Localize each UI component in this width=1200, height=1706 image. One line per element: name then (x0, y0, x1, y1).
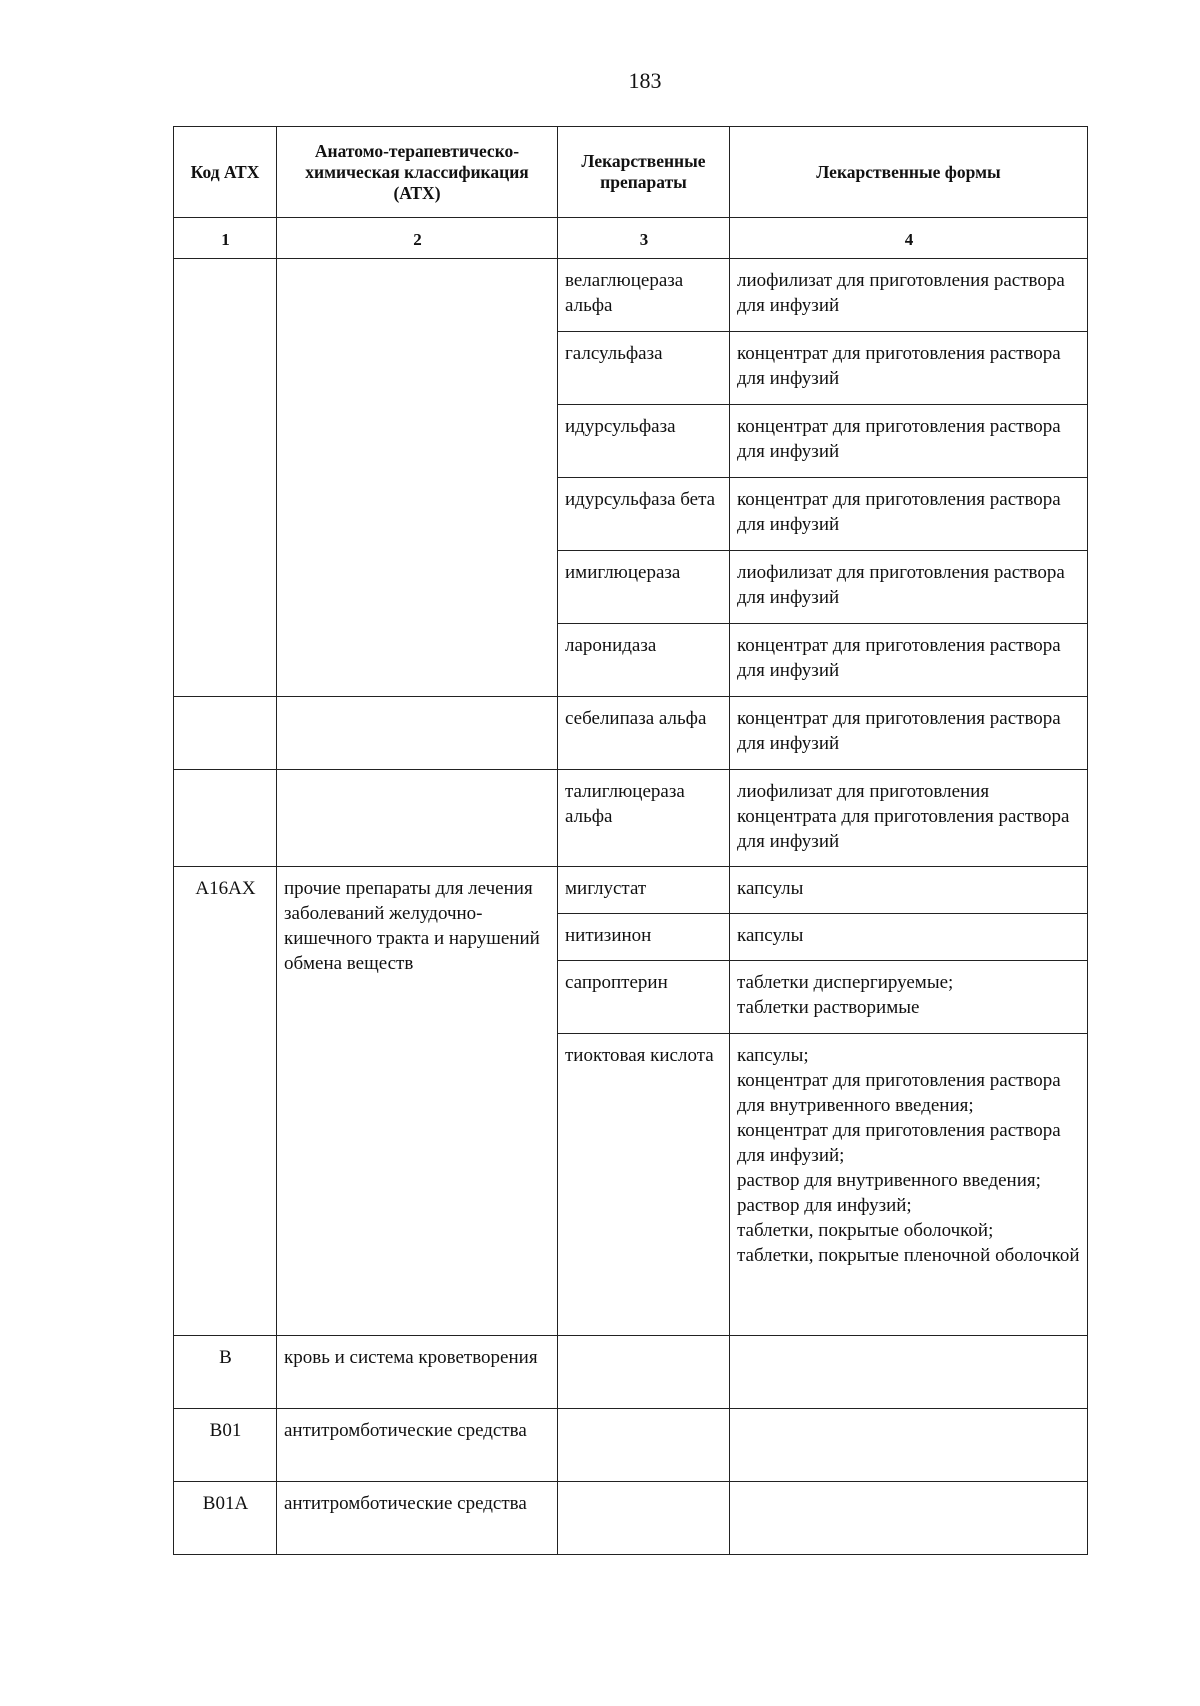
form-line: капсулы; (737, 1045, 809, 1066)
header-code: Код АТХ (174, 127, 277, 218)
code-cell-empty (174, 770, 277, 867)
forms-cell: лиофилизат для приготовления раствора для инфузий (730, 551, 1088, 624)
drug-cell: себелипаза альфа (558, 697, 730, 770)
header-drugs: Лекарственные препараты (558, 127, 730, 218)
table-row (174, 1409, 1088, 1482)
drug-cell: талиглюцераза альфа (558, 770, 730, 867)
forms-cell-empty (730, 1409, 1088, 1482)
atx-classification: антитромботические средства (277, 1482, 558, 1555)
drug-cell: имиглюцераза (558, 551, 730, 624)
code-cell-empty (174, 259, 277, 697)
atx-code: B (174, 1336, 277, 1409)
classification-cell-empty (277, 259, 558, 697)
drug-cell-empty (558, 1482, 730, 1555)
drug-cell: ларонидаза (558, 624, 730, 697)
classification-cell-empty (277, 770, 558, 867)
form-line: раствор для инфузий; (737, 1195, 912, 1216)
column-number: 2 (277, 218, 558, 259)
form-line: раствор для внутривенного введения; (737, 1170, 1041, 1191)
table-row (174, 770, 1088, 867)
atx-table (173, 126, 1088, 1555)
forms-cell: лиофилизат для приготовления раствора для инфузий (730, 259, 1088, 332)
atx-classification: прочие препараты для лечения заболеваний желудочно-кишечного тракта и нарушений обмена веществ (277, 867, 558, 1336)
forms-cell: концентрат для приготовления раствора для инфузий (730, 478, 1088, 551)
forms-cell: концентрат для приготовления раствора для инфузий (730, 697, 1088, 770)
column-number-row (174, 218, 1088, 259)
forms-cell: концентрат для приготовления раствора для инфузий (730, 405, 1088, 478)
code-cell-empty (174, 697, 277, 770)
table-row (174, 1482, 1088, 1555)
drug-cell-empty (558, 1409, 730, 1482)
atx-code: A16AX (174, 867, 277, 1336)
form-line: таблетки диспергируемые; (737, 972, 954, 993)
column-number: 3 (558, 218, 730, 259)
forms-cell-empty (730, 1336, 1088, 1409)
form-line: таблетки растворимые (737, 997, 920, 1018)
page-number: 183 (628, 68, 662, 93)
drug-cell: идурсульфаза (558, 405, 730, 478)
forms-cell-empty (730, 1482, 1088, 1555)
form-line: концентрат для приготовления раствора для инфузий; (737, 1120, 1061, 1166)
drug-cell: велаглюцераза альфа (558, 259, 730, 332)
drug-cell: нитизинон (558, 914, 730, 961)
forms-cell: концентрат для приготовления раствора для инфузий (730, 624, 1088, 697)
column-number: 4 (730, 218, 1088, 259)
drug-cell-empty (558, 1336, 730, 1409)
table-row (174, 867, 1088, 914)
drug-cell: миглустат (558, 867, 730, 914)
drug-cell: идурсульфаза бета (558, 478, 730, 551)
atx-code: B01 (174, 1409, 277, 1482)
form-line: таблетки, покрытые оболочкой; (737, 1220, 994, 1241)
atx-classification: антитромботические средства (277, 1409, 558, 1482)
forms-cell: лиофилизат для приготовления концентрата для приготовления раствора для инфузий (730, 770, 1088, 867)
table-row (174, 259, 1088, 332)
atx-classification: кровь и система кроветворения (277, 1336, 558, 1409)
classification-cell-empty (277, 697, 558, 770)
form-line: таблетки, покрытые пленочной оболочкой (737, 1245, 1080, 1266)
header-forms: Лекарственные формы (730, 127, 1088, 218)
drug-cell: сапроптерин (558, 961, 730, 1034)
forms-cell (730, 961, 1088, 1034)
forms-cell (730, 1034, 1088, 1336)
header-row (174, 127, 1088, 218)
forms-cell: капсулы (730, 867, 1088, 914)
table-row (174, 697, 1088, 770)
atx-code: B01A (174, 1482, 277, 1555)
drug-cell: галсульфаза (558, 332, 730, 405)
table-row (174, 1336, 1088, 1409)
column-number: 1 (174, 218, 277, 259)
header-classification: Анатомо-терапевтическо-химическая классификация (АТХ) (277, 127, 558, 218)
forms-cell: концентрат для приготовления раствора для инфузий (730, 332, 1088, 405)
forms-cell: капсулы (730, 914, 1088, 961)
form-line: концентрат для приготовления раствора для внутривенного введения; (737, 1070, 1061, 1116)
drug-cell: тиоктовая кислота (558, 1034, 730, 1336)
